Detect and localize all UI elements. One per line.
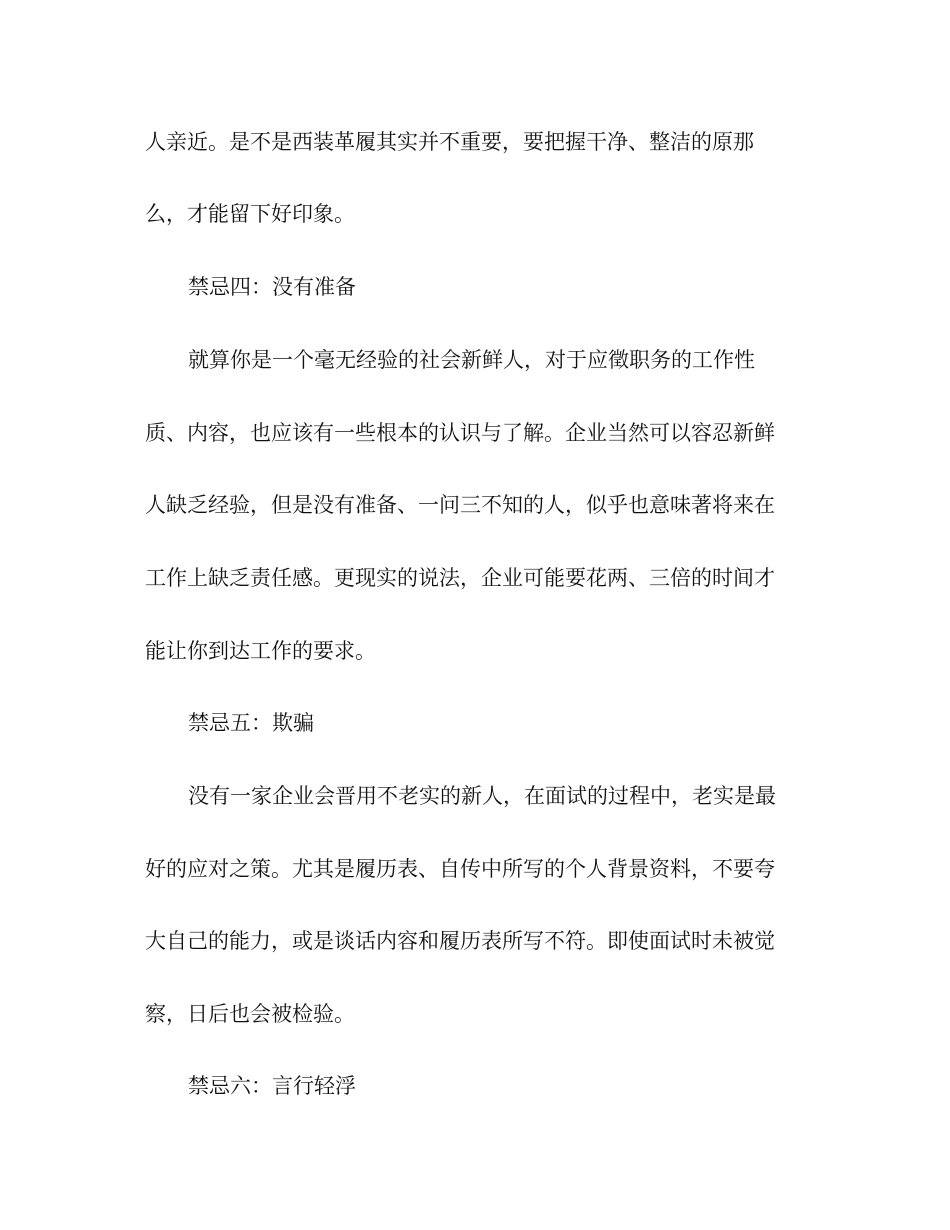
paragraph-line: 大自己的能力，或是谈话内容和履历表所写不符。即使面试时未被觉: [145, 929, 775, 953]
paragraph-line: 么，才能留下好印象。: [145, 202, 355, 226]
paragraph-line: 质、内容，也应该有一些根本的认识与了解。企业当然可以容忍新鲜: [145, 421, 775, 445]
paragraph-line: 察，日后也会被检验。: [145, 1002, 355, 1026]
paragraph-line: 人亲近。是不是西装革履其实并不重要，要把握干净、整洁的原那: [145, 130, 754, 154]
section-heading-5: 禁忌五：欺骗: [188, 711, 314, 735]
paragraph-line: 工作上缺乏责任感。更现实的说法，企业可能要花两、三倍的时间才: [145, 566, 775, 590]
paragraph-line: 没有一家企业会晋用不老实的新人，在面试的过程中，老实是最: [188, 784, 776, 808]
paragraph-line: 就算你是一个毫无经验的社会新鲜人，对于应徵职务的工作性: [188, 348, 755, 372]
paragraph-line: 能让你到达工作的要求。: [145, 639, 376, 663]
paragraph-line: 人缺乏经验，但是没有准备、一问三不知的人，似乎也意味著将来在: [145, 493, 775, 517]
section-heading-6: 禁忌六：言行轻浮: [188, 1074, 356, 1098]
paragraph-line: 好的应对之策。尤其是履历表、自传中所写的个人背景资料，不要夸: [145, 857, 775, 881]
section-heading-4: 禁忌四：没有准备: [188, 275, 356, 299]
